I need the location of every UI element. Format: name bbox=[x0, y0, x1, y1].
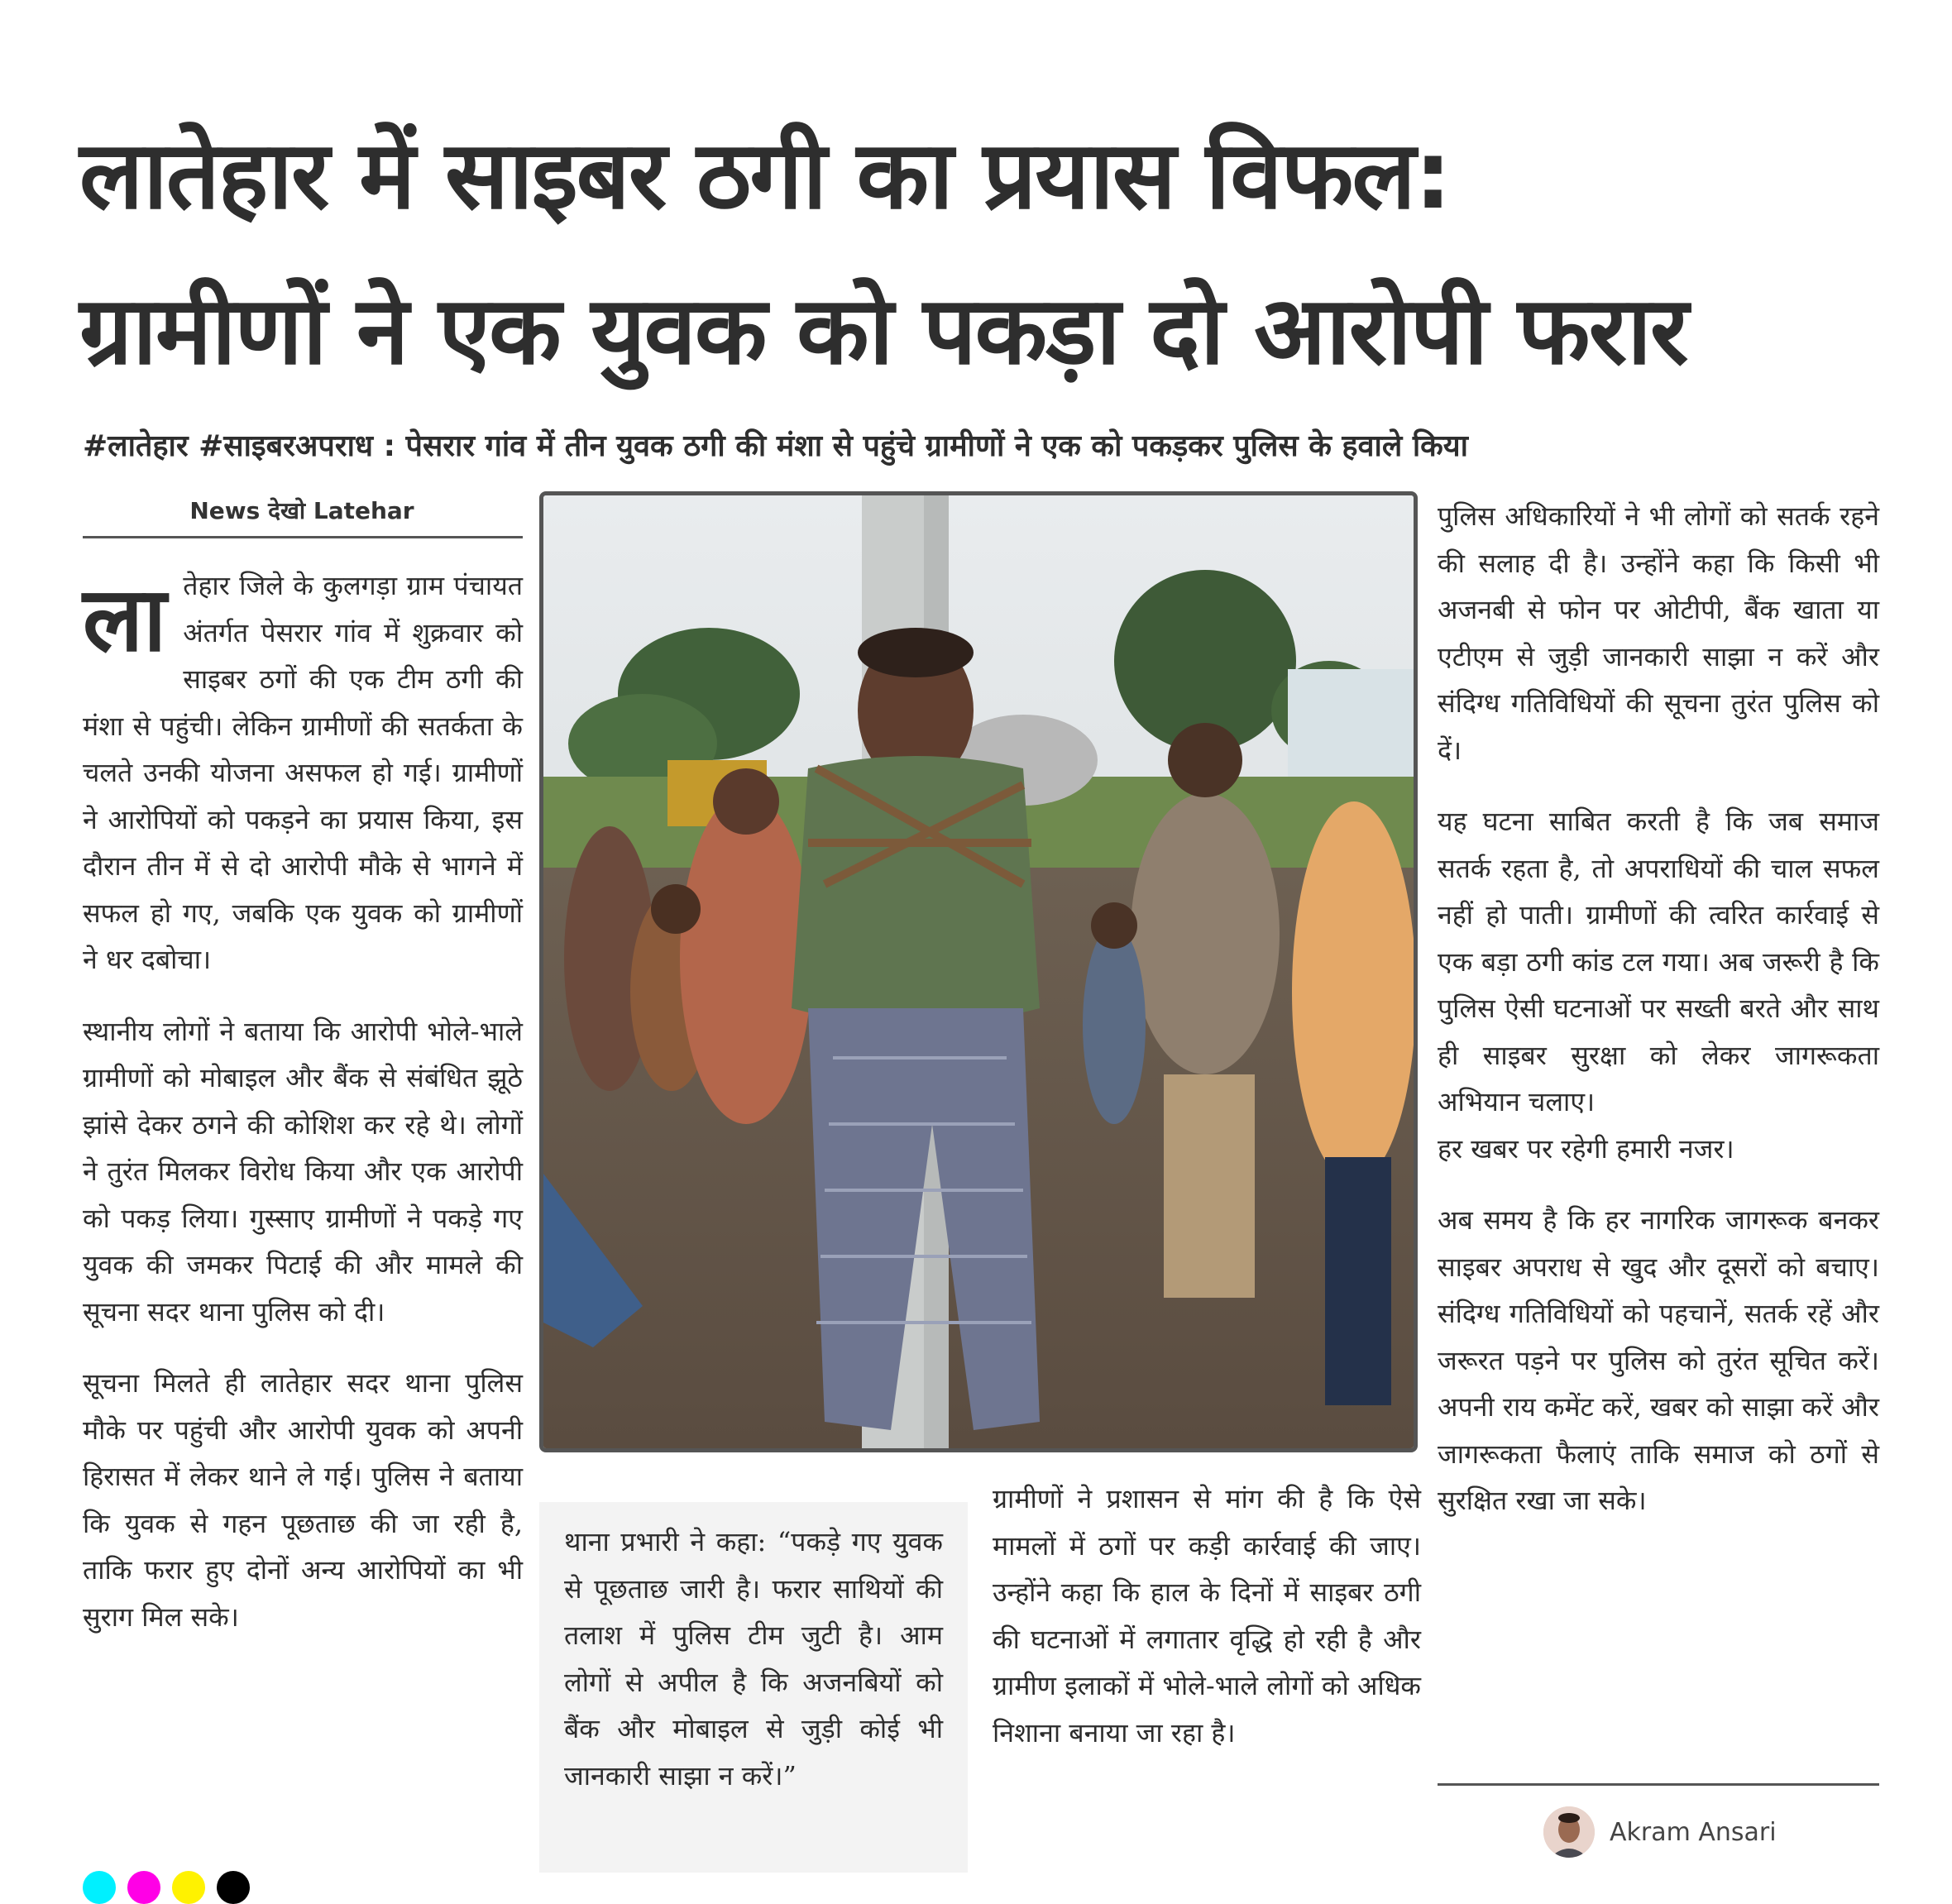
quote-box bbox=[539, 1502, 968, 1873]
quote-text: थाना प्रभारी ने कहा: “पकड़े गए युवक से पूछताछ जारी है। फरार साथियों की तलाश में पुलिस टीम जुटी है। आम लोगों से अपील है कि अजनबियों को बैंक और मोबाइल से जुड़ी कोई भी जानकारी साझा न करें।” bbox=[564, 1526, 943, 1792]
avatar bbox=[1543, 1806, 1595, 1858]
magenta-dot bbox=[127, 1871, 160, 1904]
subheadline: #लातेहार #साइबरअपराध : पेसरार गांव में तीन युवक ठगी की मंशा से पहुंचे ग्रामीणों ने एक को पकड़कर पुलिस के हवाले किया bbox=[83, 429, 1468, 463]
author-credit bbox=[1543, 1806, 1777, 1858]
cyan-dot bbox=[83, 1871, 116, 1904]
paragraph-3: सूचना मिलते ही लातेहार सदर थाना पुलिस मौके पर पहुंची और आरोपी युवक को अपनी हिरासत में लेकर थाने ले गई। पुलिस ने बताया कि युवक से गहन पूछताछ की जा रही है, ताकि फरार हुए दोनों अन्य आरोपियों का भी सुराग मिल सके। bbox=[83, 1367, 523, 1633]
dropcap: ला bbox=[83, 568, 167, 672]
author-divider bbox=[1438, 1783, 1879, 1786]
right-paragraph-3: हर खबर पर रहेगी हमारी नजर। bbox=[1438, 1132, 1734, 1165]
news-photo bbox=[539, 491, 1418, 1452]
left-column bbox=[83, 562, 523, 1665]
yellow-dot bbox=[172, 1871, 205, 1904]
headline-line-1: लातेहार में साइबर ठगी का प्रयास विफल: bbox=[79, 120, 1451, 230]
headline bbox=[79, 98, 1883, 409]
headline-line-2: ग्रामीणों ने एक युवक को पकड़ा दो आरोपी फरार bbox=[79, 275, 1687, 385]
author-name: Akram Ansari bbox=[1610, 1817, 1777, 1847]
right-column bbox=[1438, 493, 1879, 1549]
right-paragraph-1: पुलिस अधिकारियों ने भी लोगों को सतर्क रहने की सलाह दी है। उन्होंने कहा कि किसी भी अजनबी से फोन पर ओटीपी, बैंक खाता या एटीएम से जुड़ी जानकारी साझा न करें और संदिग्ध गतिविधियों की सूचना तुरंत पुलिस को दें। bbox=[1438, 500, 1879, 766]
byline: News देखो Latehar bbox=[189, 497, 414, 524]
right-paragraph-2: यह घटना साबित करती है कि जब समाज सतर्क रहता है, तो अपराधियों की चाल सफल नहीं हो पाती। ग्रामीणों की त्वरित कार्रवाई से एक बड़ा ठगी कांड टल गया। अब जरूरी है कि पुलिस ऐसी घटनाओं पर सख्ती बरते और साथ ही साइबर सुरक्षा को लेकर जागरूकता अभियान चलाए। bbox=[1438, 806, 1879, 1117]
paragraph-1-text: तेहार जिले के कुलगड़ा ग्राम पंचायत अंतर्गत पेसरार गांव में शुक्रवार को साइबर ठगों की एक टीम ठगी की मंशा से पहुंची। लेकिन ग्रामीणों की सतर्कता के चलते उनकी योजना असफल हो गई। ग्रामीणों ने आरोपियों को पकड़ने का प्रयास किया, इस दौरान तीन में से दो आरोपी मौके से भागने में सफल हो गए, जबकि एक युवक को ग्रामीणों ने धर दबोचा। bbox=[83, 570, 523, 975]
right-paragraph-4: अब समय है कि हर नागरिक जागरूक बनकर साइबर अपराध से खुद और दूसरों को बचाए। संदिग्ध गतिविधियों को पहचानें, सतर्क रहें और जरूरत पड़ने पर पुलिस को तुरंत सूचित करें। अपनी राय कमेंट करें, खबर को साझा करें और जागरूकता फैलाएं ताकि समाज को ठगों से सुरक्षित रखा जा सके। bbox=[1438, 1204, 1879, 1516]
middle-paragraph: ग्रामीणों ने प्रशासन से मांग की है कि ऐसे मामलों में ठगों पर कड़ी कार्रवाई की जाए। उन्होंने कहा कि हाल के दिनों में साइबर ठगी की घटनाओं में लगातार वृद्धि हो रही है और ग्रामीण इलाकों में भोले-भाले लोगों को अधिक निशाना बनाया जा रहा है। bbox=[993, 1483, 1421, 1749]
cmyk-registration-dots bbox=[83, 1871, 261, 1904]
middle-column bbox=[993, 1476, 1421, 1781]
paragraph-2: स्थानीय लोगों ने बताया कि आरोपी भोले-भाले ग्रामीणों को मोबाइल और बैंक से संबंधित झूठे झांसे देकर ठगने की कोशिश कर रहे थे। लोगों ने तुरंत मिलकर विरोध किया और एक आरोपी को पकड़ लिया। गुस्साए ग्रामीणों ने पकड़े गए युवक की जमकर पिटाई की और मामले की सूचना सदर थाना पुलिस को दी। bbox=[83, 1015, 523, 1328]
black-dot bbox=[217, 1871, 250, 1904]
paragraph-1 bbox=[83, 562, 523, 983]
byline-divider bbox=[83, 536, 523, 538]
